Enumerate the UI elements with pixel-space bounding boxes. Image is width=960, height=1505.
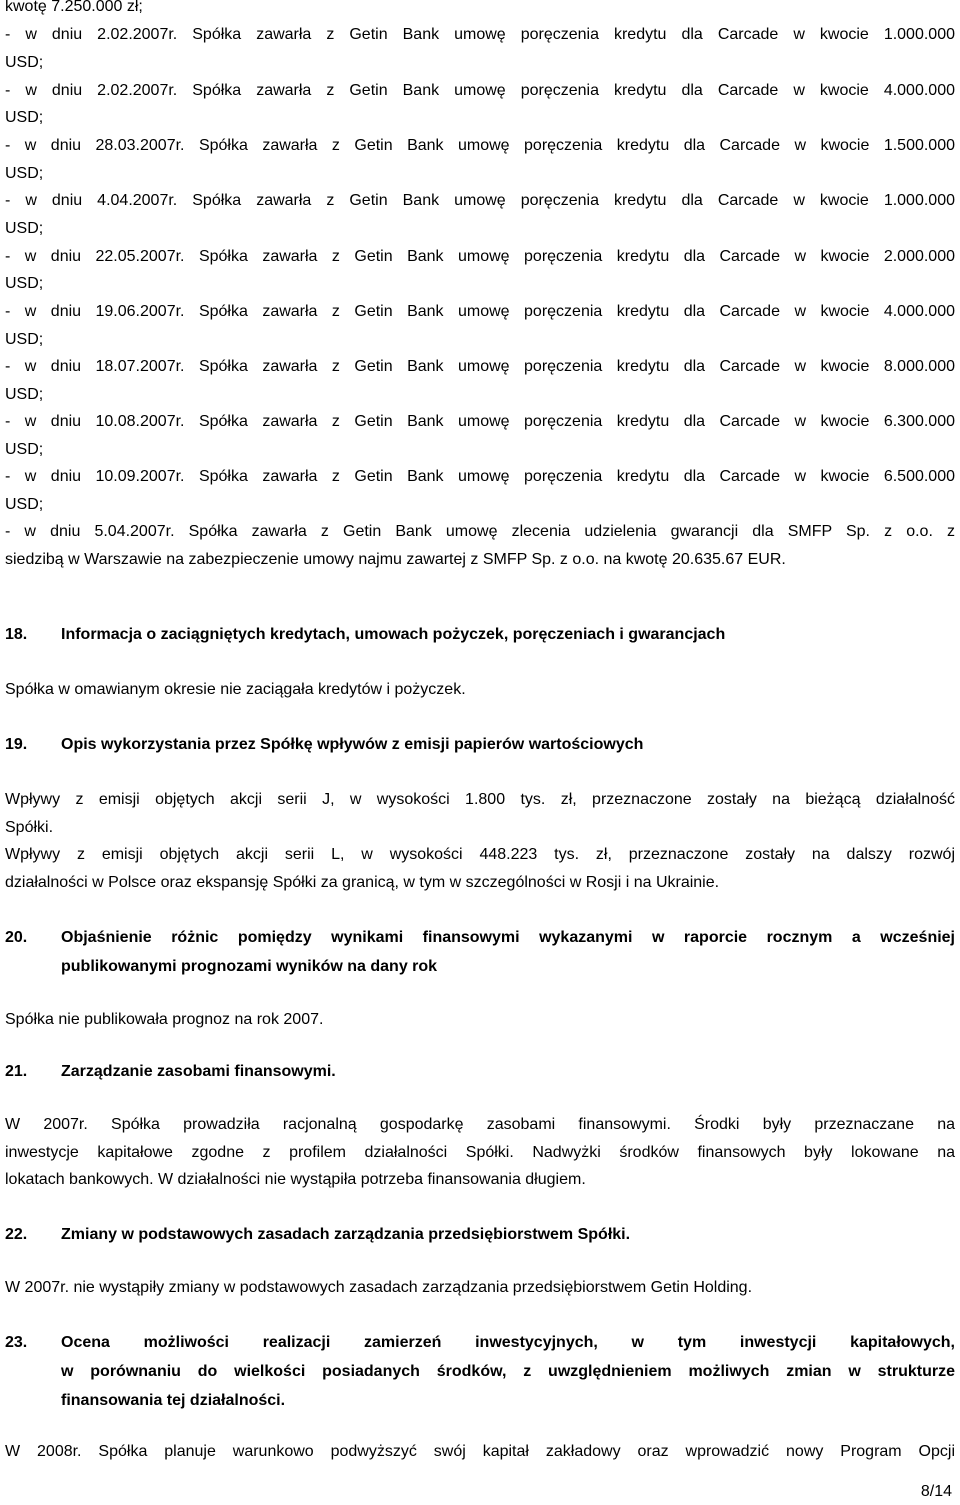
section-18-text: Spółka w omawianym okresie nie zaciągała kredytów i pożyczek. <box>5 681 466 698</box>
section-20-text: Spółka nie publikowała prognoz na rok 2007. <box>5 1011 324 1028</box>
guarantee-2-line-2: USD; <box>5 109 44 126</box>
section-18-title: Informacja o zaciągniętych kredytach, umowach pożyczek, poręczeniach i gwarancjach <box>61 626 726 643</box>
section-21-line-1: W 2007r. Spółka prowadziła racjonalną gospodarkę zasobami finansowymi. Środki były przeznaczane na <box>5 1116 955 1133</box>
section-22-title: Zmiany w podstawowych zasadach zarządzania przedsiębiorstwem Spółki. <box>61 1226 631 1243</box>
smfp-line-2: siedzibą w Warszawie na zabezpieczenie umowy najmu zawartej z SMFP Sp. z o.o. na kwotę 20.635.67 EUR. <box>5 551 786 568</box>
section-20-title: Objaśnienie różnic pomiędzy wynikami finansowymi wykazanymi w raporcie rocznym a wcześniej publikowanymi prognozami wyników na dany rok <box>61 929 955 975</box>
guarantee-3-line-1: - w dniu 28.03.2007r. Spółka zawarła z Getin Bank umowę poręczenia kredytu dla Carcade w kwocie 1.500.000 <box>5 137 955 154</box>
section-23-number: 23. <box>5 1334 28 1351</box>
section-23-text: W 2008r. Spółka planuje warunkowo podwyższyć swój kapitał zakładowy oraz wprowadzić nowy Program Opcji <box>5 1443 955 1460</box>
section-21-line-2: inwestycje kapitałowe zgodne z profilem działalności Spółki. Nadwyżki środków finansowych były lokowane na <box>5 1144 955 1161</box>
section-21-line-3: lokatach bankowych. W działalności nie wystąpiła potrzeba finansowania długiem. <box>5 1171 586 1188</box>
guarantee-3-line-2: USD; <box>5 165 44 182</box>
guarantee-6-line-1: - w dniu 19.06.2007r. Spółka zawarła z Getin Bank umowę poręczenia kredytu dla Carcade w kwocie 4.000.000 <box>5 303 955 320</box>
guarantee-5-line-1: - w dniu 22.05.2007r. Spółka zawarła z Getin Bank umowę poręczenia kredytu dla Carcade w kwocie 2.000.000 <box>5 248 955 265</box>
guarantee-8-line-1: - w dniu 10.08.2007r. Spółka zawarła z Getin Bank umowę poręczenia kredytu dla Carcade w kwocie 6.300.000 <box>5 413 955 430</box>
page-number: 8/14 <box>920 1483 952 1500</box>
section-23-title: Ocena możliwości realizacji zamierzeń inwestycyjnych, w tym inwestycji kapitałowych, w porównaniu do wielkości posiadanych środków, z uwzględnieniem możliwych zmian w strukturze finansowania tej działalności. <box>61 1334 955 1409</box>
section-19-p1-line-2: Spółki. <box>5 819 54 836</box>
guarantee-9-line-1: - w dniu 10.09.2007r. Spółka zawarła z Getin Bank umowę poręczenia kredytu dla Carcade w kwocie 6.500.000 <box>5 468 955 485</box>
guarantee-7-line-2: USD; <box>5 386 44 403</box>
section-22-number: 22. <box>5 1226 28 1243</box>
guarantee-9-line-2: USD; <box>5 496 44 513</box>
section-19-p1-line-1: Wpływy z emisji objętych akcji serii J, w wysokości 1.800 tys. zł, przeznaczone zostały na bieżącą działalność <box>5 791 955 808</box>
section-19-title: Opis wykorzystania przez Spółkę wpływów z emisji papierów wartościowych <box>61 736 644 753</box>
section-19-p2-line-1: Wpływy z emisji objętych akcji serii L, w wysokości 448.223 tys. zł, przeznaczone zostały na dalszy rozwój <box>5 846 955 863</box>
smfp-line-1: - w dniu 5.04.2007r. Spółka zawarła z Getin Bank umowę zlecenia udzielenia gwarancji dla SMFP Sp. z o.o. z <box>5 523 955 540</box>
top-fragment: kwotę 7.250.000 zł; <box>5 0 143 15</box>
guarantee-4-line-2: USD; <box>5 220 44 237</box>
section-20-number: 20. <box>5 929 28 946</box>
guarantee-1-line-1: - w dniu 2.02.2007r. Spółka zawarła z Getin Bank umowę poręczenia kredytu dla Carcade w kwocie 1.000.000 <box>5 26 955 43</box>
section-19-number: 19. <box>5 736 28 753</box>
guarantee-2-line-1: - w dniu 2.02.2007r. Spółka zawarła z Getin Bank umowę poręczenia kredytu dla Carcade w kwocie 4.000.000 <box>5 82 955 99</box>
section-22-text: W 2007r. nie wystąpiły zmiany w podstawowych zasadach zarządzania przedsiębiorstwem Getin Holding. <box>5 1279 753 1296</box>
guarantee-8-line-2: USD; <box>5 441 44 458</box>
guarantee-1-line-2: USD; <box>5 54 44 71</box>
section-19-p2-line-2: działalności w Polsce oraz ekspansję Spółki za granicą, w tym w szczególności w Rosji i na Ukrainie. <box>5 874 720 891</box>
section-21-title: Zarządzanie zasobami finansowymi. <box>61 1063 336 1080</box>
guarantee-7-line-1: - w dniu 18.07.2007r. Spółka zawarła z Getin Bank umowę poręczenia kredytu dla Carcade w kwocie 8.000.000 <box>5 358 955 375</box>
guarantee-5-line-2: USD; <box>5 275 44 292</box>
section-18-number: 18. <box>5 626 28 643</box>
section-21-number: 21. <box>5 1063 28 1080</box>
guarantee-4-line-1: - w dniu 4.04.2007r. Spółka zawarła z Getin Bank umowę poręczenia kredytu dla Carcade w kwocie 1.000.000 <box>5 192 955 209</box>
guarantee-6-line-2: USD; <box>5 331 44 348</box>
